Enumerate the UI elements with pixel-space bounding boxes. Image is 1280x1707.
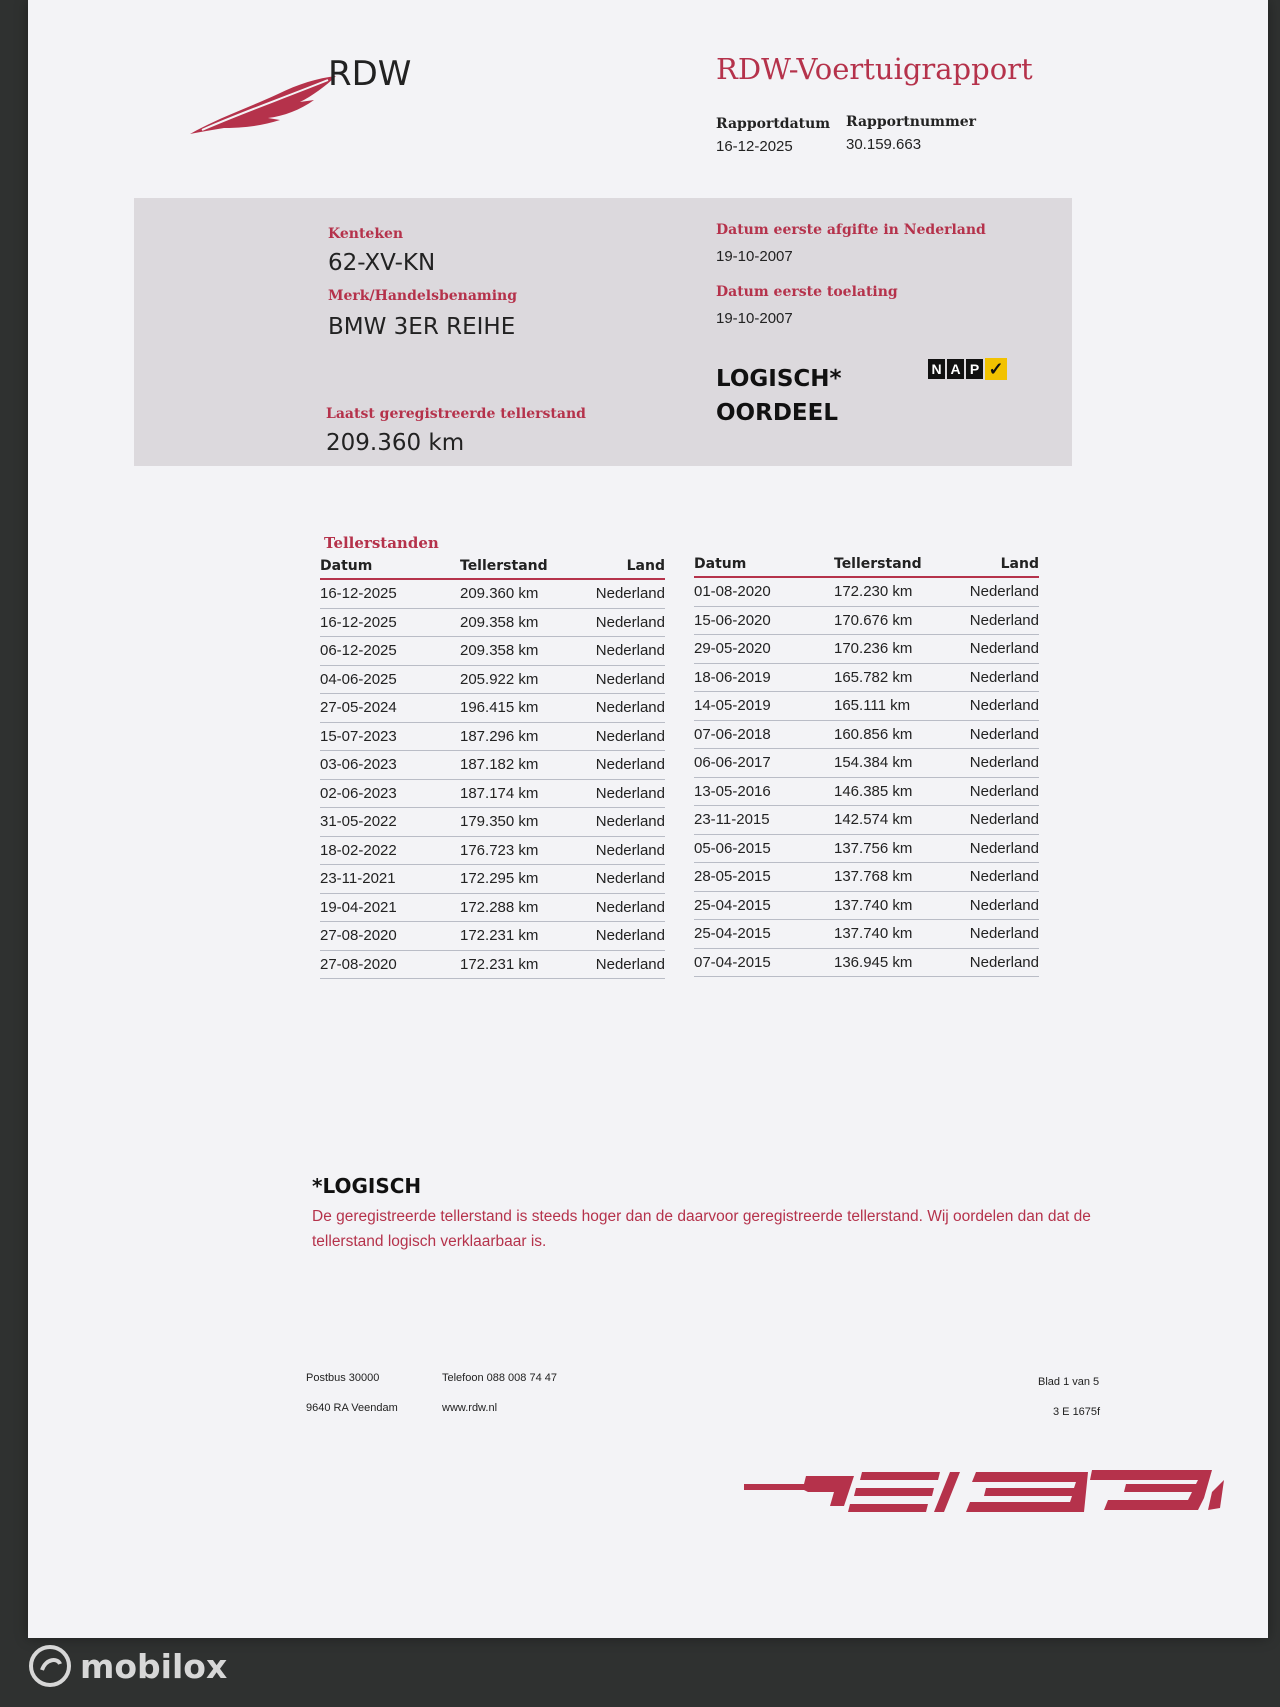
first-admission-value: 19-10-2007 [716, 310, 793, 327]
readings-title: Tellerstanden [324, 534, 439, 552]
cell-country: Nederland [595, 637, 665, 666]
cell-date: 13-05-2016 [694, 777, 834, 806]
report-date: 16-12-2025 [716, 138, 793, 155]
cell-km: 154.384 km [834, 749, 969, 778]
cell-date: 27-08-2020 [320, 922, 460, 951]
cell-date: 29-05-2020 [694, 635, 834, 664]
cell-km: 209.358 km [460, 637, 595, 666]
cell-km: 172.231 km [460, 950, 595, 979]
cell-km: 137.768 km [834, 863, 969, 892]
cell-km: 142.574 km [834, 806, 969, 835]
report-number-label: Rapportnummer [846, 114, 977, 130]
nap-badge [928, 358, 1007, 380]
nap-letter-a: A [947, 359, 964, 379]
cell-km: 137.740 km [834, 891, 969, 920]
cell-km: 196.415 km [460, 694, 595, 723]
table-row [694, 834, 1039, 863]
cell-date: 25-04-2015 [694, 891, 834, 920]
readings-table-left [320, 558, 665, 979]
cell-date: 14-05-2019 [694, 692, 834, 721]
cell-country: Nederland [595, 665, 665, 694]
cell-date: 07-06-2018 [694, 720, 834, 749]
table-row [694, 777, 1039, 806]
table-row [320, 865, 665, 894]
table-row [320, 779, 665, 808]
cell-date: 28-05-2015 [694, 863, 834, 892]
note-title: *LOGISCH [312, 1174, 422, 1198]
cell-country: Nederland [969, 663, 1039, 692]
table-row [320, 608, 665, 637]
cell-date: 18-02-2022 [320, 836, 460, 865]
header-date: Datum [694, 556, 834, 577]
header-km: Tellerstand [460, 558, 595, 579]
cell-km: 172.295 km [460, 865, 595, 894]
cell-km: 165.782 km [834, 663, 969, 692]
cell-country: Nederland [969, 720, 1039, 749]
cell-country: Nederland [969, 891, 1039, 920]
table-row [694, 663, 1039, 692]
report-title: RDW-Voertuigrapport [716, 52, 1033, 86]
cell-date: 07-04-2015 [694, 948, 834, 977]
cell-country: Nederland [969, 863, 1039, 892]
cell-date: 01-08-2020 [694, 577, 834, 606]
cell-country: Nederland [595, 836, 665, 865]
cell-date: 02-06-2023 [320, 779, 460, 808]
footer-phone: Telefoon 088 008 74 47 [442, 1372, 557, 1384]
cell-country: Nederland [595, 722, 665, 751]
cell-date: 19-04-2021 [320, 893, 460, 922]
cell-country: Nederland [595, 694, 665, 723]
cell-date: 16-12-2025 [320, 608, 460, 637]
table-row [694, 635, 1039, 664]
cell-km: 160.856 km [834, 720, 969, 749]
verdict-line1: LOGISCH* [716, 366, 842, 392]
watermark-text: mobilox [80, 1646, 228, 1686]
cell-country: Nederland [969, 606, 1039, 635]
table-row [320, 751, 665, 780]
cell-country: Nederland [595, 893, 665, 922]
readings-table-right [694, 556, 1039, 977]
table-row [694, 606, 1039, 635]
vehicle-info-box [134, 198, 1072, 466]
table-row [320, 836, 665, 865]
footer-city: 9640 RA Veendam [306, 1402, 398, 1414]
cell-country: Nederland [969, 749, 1039, 778]
mobilox-logo-icon [28, 1644, 72, 1688]
cell-km: 179.350 km [460, 808, 595, 837]
cell-km: 187.296 km [460, 722, 595, 751]
cell-km: 170.236 km [834, 635, 969, 664]
odometer-value: 209.360 km [326, 430, 465, 456]
table-row [694, 720, 1039, 749]
cell-country: Nederland [595, 922, 665, 951]
cell-km: 136.945 km [834, 948, 969, 977]
header-country: Land [969, 556, 1039, 577]
cell-km: 172.230 km [834, 577, 969, 606]
cell-date: 27-05-2024 [320, 694, 460, 723]
header-date: Datum [320, 558, 460, 579]
watermark [28, 1644, 227, 1688]
cell-date: 16-12-2025 [320, 579, 460, 608]
nap-letter-n: N [928, 359, 945, 379]
report-page [28, 0, 1268, 1638]
first-issue-label: Datum eerste afgifte in Nederland [716, 222, 986, 238]
cell-country: Nederland [969, 692, 1039, 721]
cell-km: 187.174 km [460, 779, 595, 808]
header-country: Land [595, 558, 665, 579]
first-admission-label: Datum eerste toelating [716, 284, 898, 300]
cell-date: 31-05-2022 [320, 808, 460, 837]
footer-web: www.rdw.nl [442, 1402, 498, 1414]
table-row [320, 665, 665, 694]
cell-date: 15-07-2023 [320, 722, 460, 751]
cell-country: Nederland [595, 808, 665, 837]
decorative-stripes-icon [744, 1462, 1224, 1518]
table-row [694, 577, 1039, 606]
rdw-logo-icon [188, 72, 338, 138]
table-header-row [694, 556, 1039, 577]
cell-km: 209.358 km [460, 608, 595, 637]
odometer-label: Laatst geregistreerde tellerstand [326, 406, 586, 422]
cell-country: Nederland [969, 834, 1039, 863]
cell-date: 27-08-2020 [320, 950, 460, 979]
cell-km: 172.288 km [460, 893, 595, 922]
cell-km: 209.360 km [460, 579, 595, 608]
cell-country: Nederland [595, 608, 665, 637]
cell-country: Nederland [595, 751, 665, 780]
cell-km: 172.231 km [460, 922, 595, 951]
cell-km: 137.756 km [834, 834, 969, 863]
footer-po-box: Postbus 30000 [306, 1372, 380, 1384]
cell-country: Nederland [595, 950, 665, 979]
table-row [320, 579, 665, 608]
cell-date: 23-11-2015 [694, 806, 834, 835]
cell-country: Nederland [595, 579, 665, 608]
table-row [694, 920, 1039, 949]
table-row [320, 637, 665, 666]
cell-country: Nederland [969, 635, 1039, 664]
brand-value: BMW 3ER REIHE [328, 314, 516, 340]
footer-code: 3 E 1675f [1053, 1406, 1101, 1418]
brand-label: Merk/Handelsbenaming [328, 288, 518, 304]
nap-check-icon: ✓ [985, 358, 1007, 380]
cell-country: Nederland [595, 779, 665, 808]
cell-date: 04-06-2025 [320, 665, 460, 694]
cell-km: 137.740 km [834, 920, 969, 949]
cell-date: 15-06-2020 [694, 606, 834, 635]
cell-country: Nederland [969, 777, 1039, 806]
report-date-label: Rapportdatum [716, 116, 831, 132]
table-row [320, 893, 665, 922]
cell-km: 170.676 km [834, 606, 969, 635]
table-row [694, 948, 1039, 977]
plate-label: Kenteken [328, 226, 404, 242]
footer-page: Blad 1 van 5 [1038, 1376, 1100, 1388]
cell-km: 187.182 km [460, 751, 595, 780]
cell-date: 03-06-2023 [320, 751, 460, 780]
cell-country: Nederland [969, 577, 1039, 606]
table-row [694, 692, 1039, 721]
cell-date: 23-11-2021 [320, 865, 460, 894]
cell-date: 25-04-2015 [694, 920, 834, 949]
cell-km: 146.385 km [834, 777, 969, 806]
brand-name: RDW [328, 54, 412, 94]
header-km: Tellerstand [834, 556, 969, 577]
cell-date: 06-06-2017 [694, 749, 834, 778]
table-header-row [320, 558, 665, 579]
table-row [320, 950, 665, 979]
cell-km: 205.922 km [460, 665, 595, 694]
nap-letter-p: P [966, 359, 983, 379]
cell-date: 06-12-2025 [320, 637, 460, 666]
cell-country: Nederland [969, 920, 1039, 949]
cell-date: 05-06-2015 [694, 834, 834, 863]
plate-value: 62-XV-KN [328, 250, 436, 276]
first-issue-value: 19-10-2007 [716, 248, 793, 265]
cell-country: Nederland [969, 806, 1039, 835]
verdict-line2: OORDEEL [716, 400, 838, 426]
table-row [320, 694, 665, 723]
report-number: 30.159.663 [846, 136, 922, 153]
table-row [694, 863, 1039, 892]
cell-country: Nederland [969, 948, 1039, 977]
table-row [694, 891, 1039, 920]
cell-km: 165.111 km [834, 692, 969, 721]
cell-country: Nederland [595, 865, 665, 894]
table-row [694, 806, 1039, 835]
table-row [320, 722, 665, 751]
table-row [694, 749, 1039, 778]
note-text: De geregistreerde tellerstand is steeds hoger dan de daarvoor geregistreerde tellerstand. Wij oordelen dan dat de tellerstand logisch verklaarbaar is. [312, 1208, 1091, 1250]
cell-date: 18-06-2019 [694, 663, 834, 692]
cell-km: 176.723 km [460, 836, 595, 865]
table-row [320, 922, 665, 951]
table-row [320, 808, 665, 837]
